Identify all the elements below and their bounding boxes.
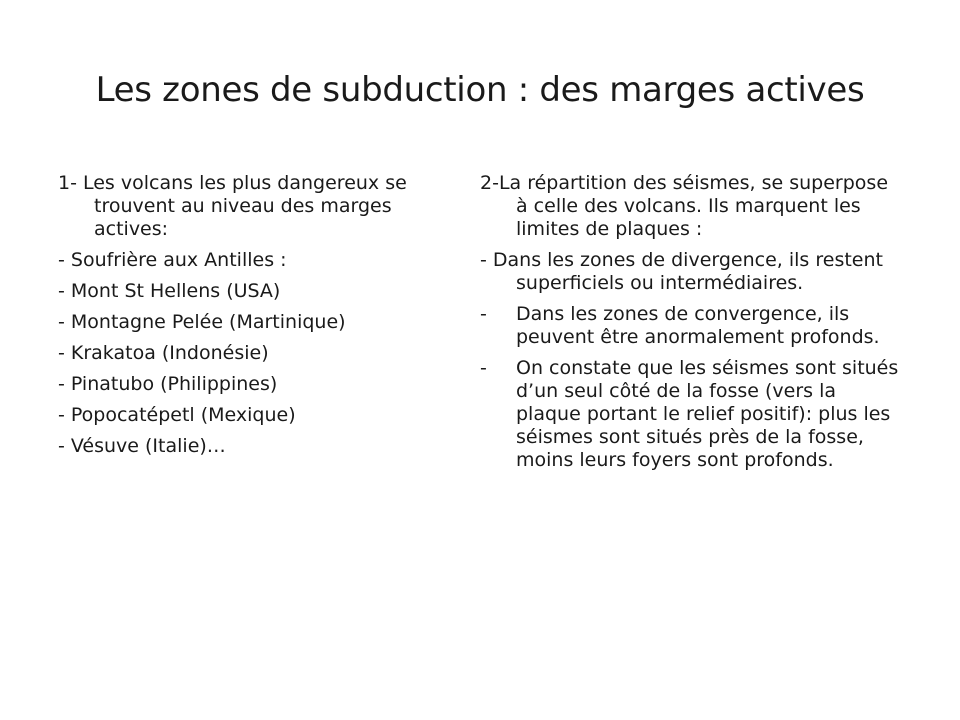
slide-title: Les zones de subduction : des marges actives: [95, 70, 865, 110]
left-column: [58, 172, 458, 466]
convergence-bullet: [480, 303, 905, 349]
volcano-item: - Montagne Pelée (Martinique): [58, 311, 346, 333]
bullet-mark: -: [480, 357, 487, 379]
volcano-item: - Soufrière aux Antilles :: [58, 249, 287, 271]
volcano-item: - Krakatoa (Indonésie): [58, 342, 269, 364]
bullet-text: On constate que les séismes sont situés d’un seul côté de la fosse (vers la plaque portant le relief positif): plus les séismes sont situés près de la fosse, moins leurs foyers sont profonds.: [516, 357, 899, 471]
left-intro: 1- Les volcans les plus dangereux se trouvent au niveau des marges actives:: [58, 172, 407, 240]
right-column: [480, 172, 905, 480]
divergence-item: - Dans les zones de divergence, ils restent superficiels ou intermédiaires.: [480, 249, 883, 294]
trench-bullet: [480, 357, 905, 472]
volcano-item: - Pinatubo (Philippines): [58, 373, 278, 395]
bullet-text: Dans les zones de convergence, ils peuvent être anormalement profonds.: [516, 303, 880, 348]
volcano-item: - Vésuve (Italie)…: [58, 435, 226, 457]
bullet-mark: -: [480, 303, 487, 325]
volcano-item: - Popocatépetl (Mexique): [58, 404, 296, 426]
volcano-item: - Mont St Hellens (USA): [58, 280, 281, 302]
right-intro: 2-La répartition des séismes, se superpose à celle des volcans. Ils marquent les limites de plaques :: [480, 172, 889, 240]
